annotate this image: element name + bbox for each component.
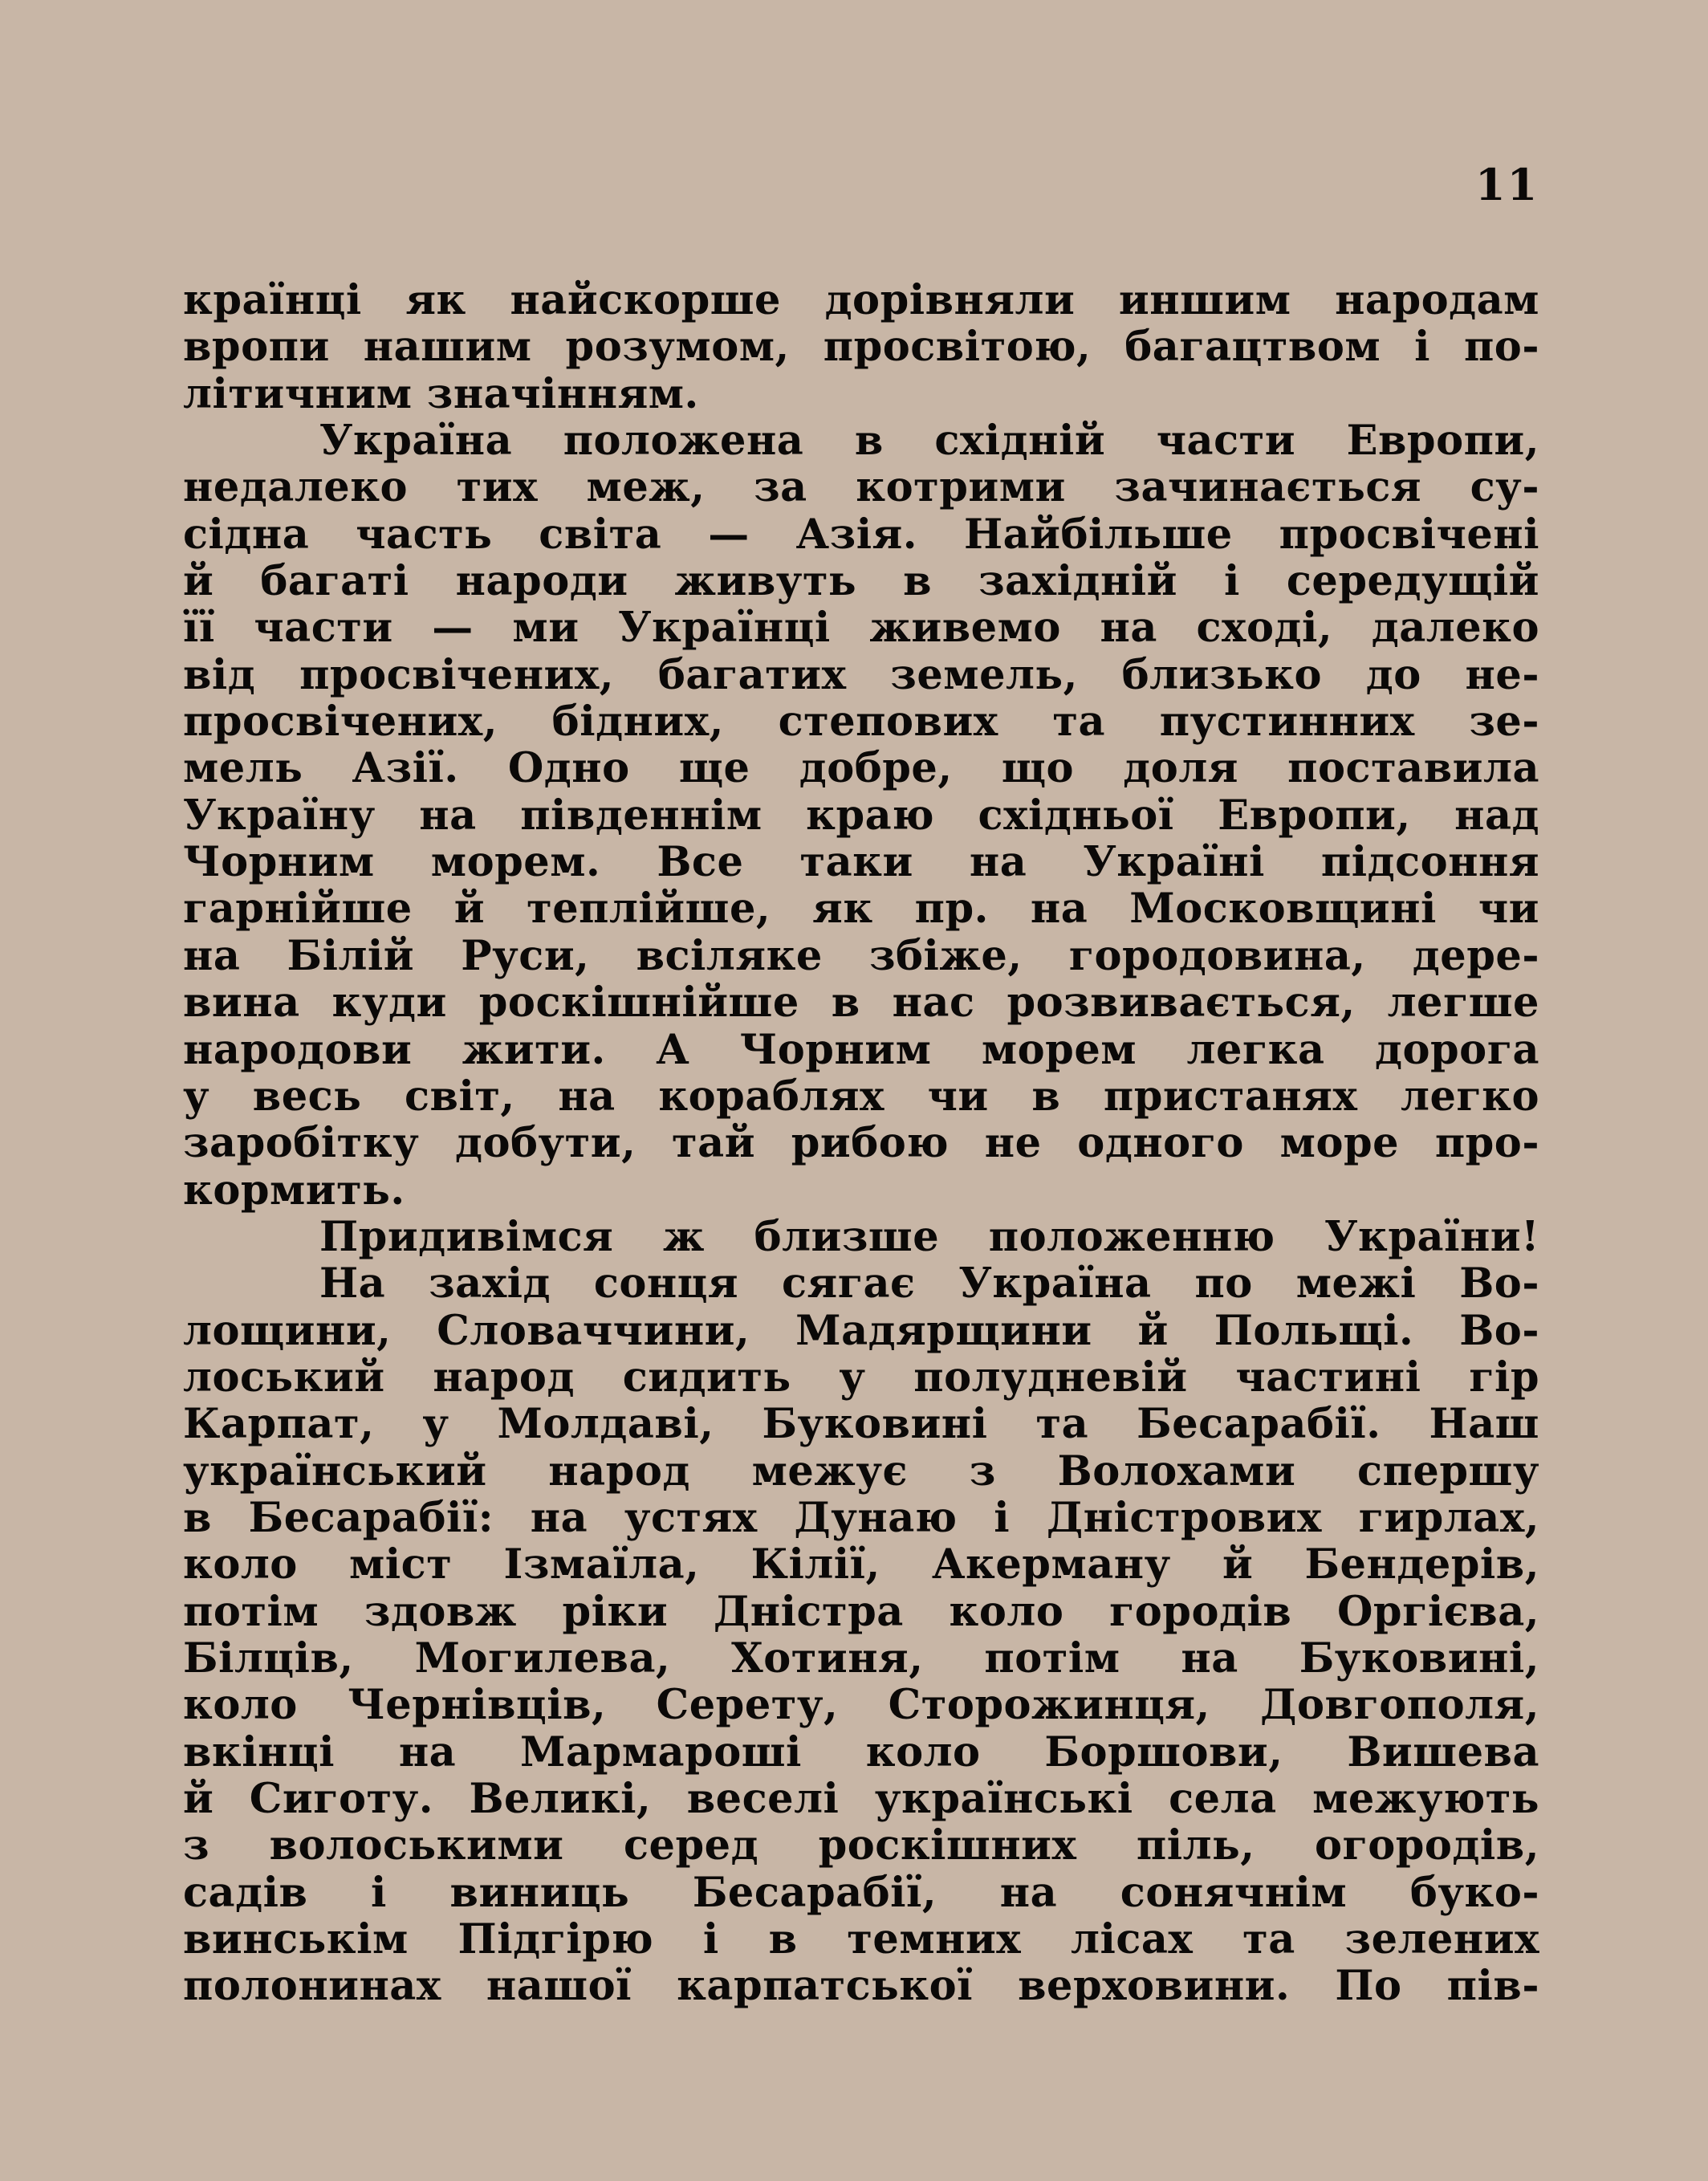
text-line: кормить.	[183, 1166, 405, 1215]
text-line: вина куди роскішнійше в нас розвивається, легше	[183, 979, 1539, 1027]
text-line: На захід сонця сягає Україна по межі Во-	[319, 1259, 1539, 1308]
text-line: мель Азії. Одно ще добре, що доля поставила	[183, 744, 1539, 793]
text-line: Україну на південнім краю східньої Европи, над	[183, 791, 1539, 840]
text-line: у весь світ, на кораблях чи в пристанях легко	[183, 1072, 1539, 1121]
text-line: Чорним морем. Все таки на Україні підсоння	[183, 838, 1539, 887]
text-line: полонинах нашої карпатської верховини. По пів-	[183, 1962, 1539, 2011]
body-text	[183, 277, 1539, 2010]
text-line: її части — ми Українці живемо на сході, далеко	[183, 604, 1539, 653]
text-line: Україна положена в східній части Европи,	[319, 417, 1539, 466]
text-line: недалеко тих меж, за котрими зачинається су-	[183, 463, 1539, 512]
text-line: з волоськими серед роскішних піль, огородів,	[183, 1821, 1539, 1870]
text-line: гарнійше й теплійше, як пр. на Московщині чи	[183, 885, 1539, 934]
text-line: просвічених, бідних, степових та пустинних зе-	[183, 698, 1539, 747]
text-line: коло міст Ізмаїла, Кілії, Акерману й Бендерів,	[183, 1540, 1539, 1589]
text-line: коло Чернівців, Серету, Сторожинця, Довгополя,	[183, 1681, 1539, 1730]
text-line: винськім Підгірю і в темних лісах та зелених	[183, 1915, 1539, 1964]
text-line: сідна часть світа — Азія. Найбільше просвічені	[183, 510, 1539, 559]
text-line: вкінці на Мармароші коло Боршови, Вишева	[183, 1727, 1539, 1776]
text-line: лоський народ сидить у полудневій частині гір	[183, 1353, 1539, 1402]
text-line: вропи нашим розумом, просвітою, багацтвом і по-	[183, 323, 1539, 372]
text-line: країнці як найскорше дорівняли иншим народам	[183, 276, 1539, 324]
text-line: на Білій Руси, всіляке збіже, городовина, дере-	[183, 931, 1539, 980]
text-line: літичним значінням.	[183, 369, 699, 418]
text-line: й Сиготу. Великі, веселі українські села межують	[183, 1775, 1539, 1823]
text-line: народови жити. А Чорним морем легка дорога	[183, 1025, 1539, 1074]
text-line: Придивімся ж близше положенню України!	[319, 1212, 1539, 1261]
text-line: потім здовж ріки Дністра коло городів Оргієва,	[183, 1587, 1539, 1636]
text-line: садів і виниць Бесарабії, на сонячнім буко-	[183, 1868, 1539, 1917]
text-line: від просвічених, багатих земель, близько до не-	[183, 650, 1539, 699]
text-line: український народ межує з Волохами спершу	[183, 1447, 1539, 1495]
page-number: 11	[1475, 159, 1539, 210]
text-line: Карпат, у Молдаві, Буковині та Бесарабії. Наш	[183, 1400, 1539, 1449]
text-line: лощини, Словаччини, Мадярщини й Польщі. Во-	[183, 1306, 1539, 1355]
text-line: в Бесарабії: на устях Дунаю і Дністрових гирлах,	[183, 1493, 1539, 1542]
text-line: й багаті народи живуть в західній і середущій	[183, 557, 1539, 606]
text-line: заробітку добути, тай рибою не одного море про-	[183, 1119, 1539, 1168]
text-line: Білців, Могилева, Хотиня, потім на Буковині,	[183, 1634, 1539, 1683]
